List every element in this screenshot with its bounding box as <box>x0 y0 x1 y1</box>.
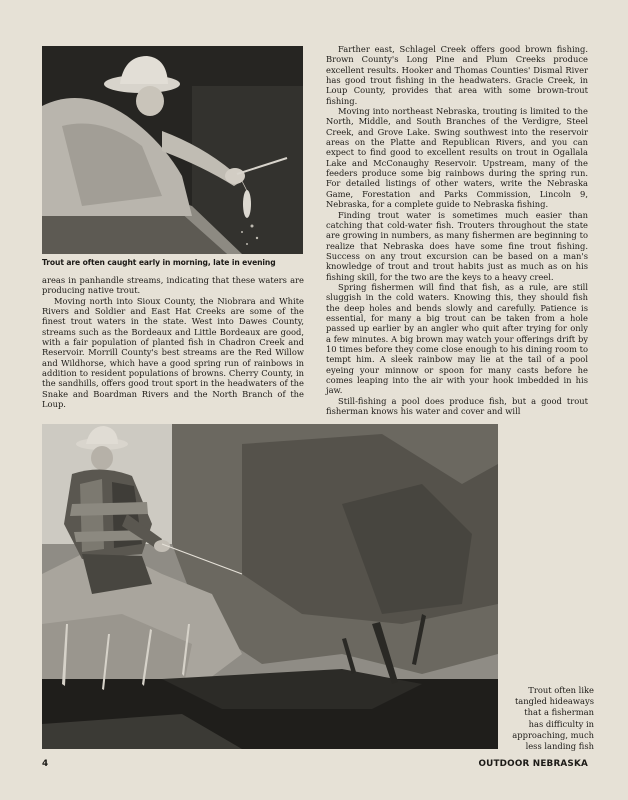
photo-angler-in-boat <box>42 46 303 254</box>
right-paragraph-5: Still-fishing a pool does produce fish, but a good trout fisherman knows his water and cover and will <box>326 395 588 417</box>
caption-line: Trout often like <box>528 685 594 695</box>
caption-line: tangled hideaways <box>514 696 594 707</box>
caption-line: less landing fish <box>525 741 594 752</box>
right-text-column <box>326 44 588 416</box>
caption-line: approaching, much <box>512 729 594 740</box>
magazine-title: OUTDOOR NEBRASKA <box>478 759 588 769</box>
caption-line: has difficulty in <box>528 718 594 729</box>
right-paragraph-2: Moving into northeast Nebraska, trouting is limited to the North, Middle, and South Branches of the Verdigre, Steel Creek, and Grove Lake. Swing southwest into the reservoir areas on the Platte and Republican Rivers, and you can expect to find good to excellent results on trout in Ogallala Lake and McConaughy Reservoir. Upstream, many of the feeders produce some big rainbows during the spring run. For detailed listings of other waters, write the Nebraska Game, Forestation and Parks Commission, Lincoln 9, Nebraska, for a complete guide to Nebraska fishing. <box>326 106 588 210</box>
caption-line: that a fisherman <box>524 707 594 718</box>
right-paragraph-1: Farther east, Schlagel Creek offers good brown fishing. Brown County's Long Pine and Plum Creeks produce excellent results. Hooker and Thomas Counties' Dismal River has good trout fishing in the headwaters. Gracie Creek, in Loup County, provides that area with some brown-trout fishing. <box>326 44 588 106</box>
left-paragraph-2: Moving north into Sioux County, the Niobrara and White Rivers and Soldier and East Hat Creeks are some of the finest trout waters in the state. West into Dawes County, streams such as the Bordeaux and Little Bordeaux are good, with a fair population of planted fish in Chadron Creek and Reservoir. Morrill County's best streams are the Red Willow and Wildhorse, which have a good spring run of rainbows in addition to resident populations of browns. Cherry County, in the sandhills, offers good trout sport in the headwaters of the Snake and Boardman Rivers and the North Branch of the Loup. <box>42 295 304 410</box>
left-text-column <box>42 275 304 409</box>
left-paragraph-1: areas in panhandle streams, indicating that these waters are producing native trout. <box>42 275 304 296</box>
page-number: 4 <box>42 759 49 769</box>
bottom-photo-caption <box>502 685 594 752</box>
right-paragraph-4: Spring fishermen will find that fish, as a rule, are still sluggish in the cold waters. Knowing this, they should fish the deep holes and bends slowly and carefully. Patience is essential, for many a big trout can be taken from a hole passed up earlier by an angler who quit after trying for only a few minutes. A big brown may watch your offerings drift by 10 times before they come close enough to his dining room to tempt him. A sleek rainbow may lie at the tail of a pool eyeing your minnow or spoon for many casts before he comes leaping into the air with your hook imbedded in his jaw. <box>326 281 588 396</box>
photo-angler-by-stream <box>42 424 498 749</box>
right-paragraph-3: Finding trout water is sometimes much easier than catching that cold-water fish. Trouters throughout the state are growing in numbers, as many fishermen are beginning to realize that Nebraska does have some fine trout fishing. Success on any trout excursion can be based on a man's knowledge of trout and trout habits just as much as on his fishing skill, for the two are the keys to a heavy creel. <box>326 209 588 282</box>
top-photo-caption: Trout are often caught early in morning, late in evening <box>42 258 276 267</box>
